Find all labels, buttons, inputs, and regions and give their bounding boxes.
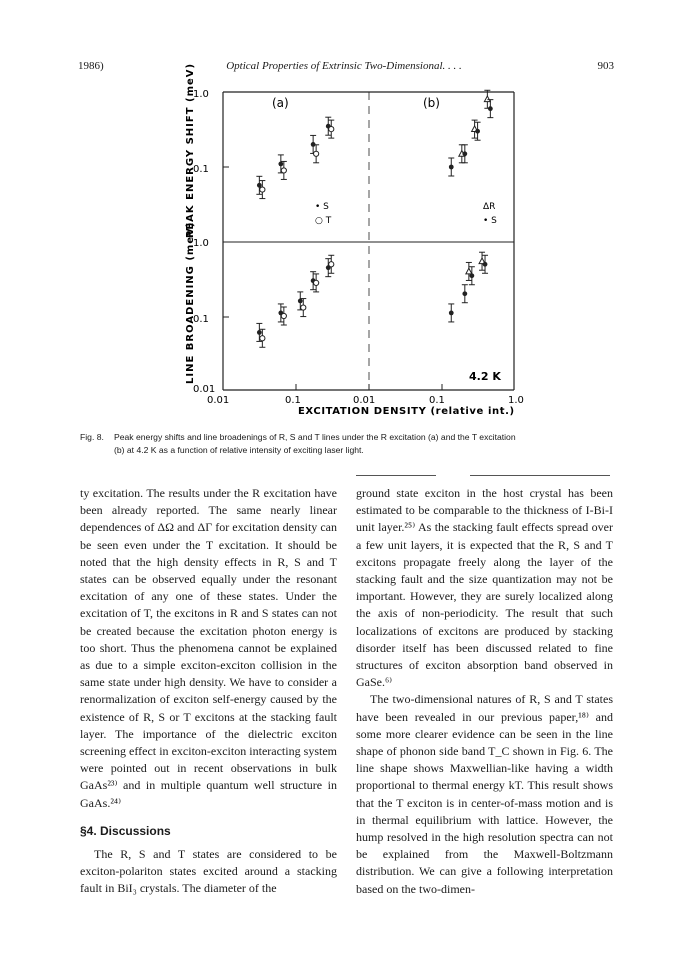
data-point-t	[281, 168, 286, 173]
data-point-s	[488, 106, 493, 111]
y-tick-bottom-1: 1.0	[193, 238, 209, 249]
right-paragraph-1: ground state exciton in the host crystal has been estimated to be comparable to the thickness of I-Bi-I unit layer.²⁵⁾ As the stacking fault effects spread over a few unit layers, it is expected that the R, S and T excitons propagate freely along the layer of the stacking fault and the size quantization may not be important. However, they are surely localized along the axis of non-periodicity. The result that such localizations of excitons are produced by stacking disorder itself has been discussed related to fine structures of exciton absorption band observed in GaSe.⁶⁾	[356, 486, 613, 690]
caption-label: Fig. 8.	[80, 432, 104, 442]
data-marks	[256, 90, 496, 347]
left-column	[80, 485, 337, 898]
page-header-left: 1986)	[78, 60, 104, 72]
data-point-s	[278, 161, 283, 166]
left-paragraph-1: ty excitation. The results under the R excitation have been already reported. The same nearly linear dependences of ΔΩ and ΔΓ for excitation density can be seen even under the T excitation. It should be noted that the high density effects in R, S and T states can be observed equally under the resonant excitation of any one of these states. Under the excitation of T, the excitons in R and S states can not be created because the excitation photon energy is too short. Thus the phenomena cannot be explained as due to a simple exciton-exciton collision in the same state under high density. We have to consider a renormalization of exciton self-energy caused by the existence of R, S or T excitons at the stacking fault layer. The importance of the dielectric exciton screening effect in exciton-exciton interacting system were pointed out in recent observations in bulk GaAs²³⁾ and in multiple quantum well structure in GaAs.²⁴⁾	[80, 486, 337, 810]
data-point-s	[483, 262, 488, 267]
y-tick-bottom-3: 0.01	[193, 384, 216, 395]
data-point-r	[484, 96, 490, 102]
axis-ticks	[223, 92, 514, 390]
figure-caption	[80, 431, 610, 457]
running-title: Optical Properties of Extrinsic Two-Dimensional. . . .	[226, 60, 462, 72]
caption-line-1: Peak energy shifts and line broadenings of R, S and T lines under the R excitation (a) and the T excitation	[114, 432, 516, 442]
x-tick-2: 0.1	[285, 395, 301, 406]
caption-line-2: (b) at 4.2 K as a function of relative intensity of exciting laser light.	[114, 445, 364, 455]
y-tick-bottom-2: 0.1	[193, 314, 209, 325]
data-point-s	[475, 129, 480, 134]
temperature-label: 4.2 K	[469, 370, 501, 383]
plot-frame	[223, 92, 514, 390]
legend-a-t: ○ T	[315, 216, 332, 226]
separator-rule	[356, 475, 436, 476]
data-point-s	[462, 151, 467, 156]
data-point-t	[281, 313, 286, 318]
left-paragraph-2: The R, S and T states are considered to be exciton-polariton states excited around a stacking fault in BiI₃ crystals. The diameter of the	[80, 847, 337, 896]
legend-a-s: • S	[315, 202, 329, 212]
data-point-r	[466, 268, 472, 274]
data-point-s	[298, 298, 303, 303]
data-point-s	[469, 273, 474, 278]
x-tick-5: 1.0	[508, 395, 524, 406]
right-paragraph-2: The two-dimensional natures of R, S and T states have been revealed in our previous paper,¹⁸⁾ and some more clearer evidence can be seen in the line shape of phonon side band T_C shown in Fig. 6. The line shape shows Maxwellian-like having a width proportional to thermal energy kT. This result shows that the T exciton is in center-of-mass motion and is in thermal equilibrium with lattice. However, the hump resolved in the high resolution spectra can not be explained from the Maxwell-Boltzmann distribution. We can give a following interpretation based on the two-dimen-	[356, 692, 613, 896]
data-point-t	[329, 262, 334, 267]
separator-rule	[470, 475, 610, 476]
y-tick-top-1: 1.0	[193, 89, 209, 100]
x-tick-3: 0.01	[353, 395, 376, 406]
data-point-s	[449, 311, 454, 316]
data-point-s	[257, 330, 262, 335]
x-axis-label: EXCITATION DENSITY (relative int.)	[298, 406, 515, 417]
x-tick-4: 0.1	[429, 395, 445, 406]
legend-b-r: ΔR	[483, 202, 496, 212]
data-point-t	[260, 187, 265, 192]
y-axis-label-top: PEAK ENERGY SHIFT (meV)	[185, 62, 196, 238]
panel-label-b: (b)	[423, 96, 440, 110]
data-point-s	[449, 165, 454, 170]
data-point-t	[329, 127, 334, 132]
data-point-t	[314, 280, 319, 285]
y-axis-label-bottom: LINE BROADENING (meV)	[185, 221, 196, 384]
data-point-s	[462, 291, 467, 296]
data-point-t	[314, 151, 319, 156]
legend-b-s: • S	[483, 216, 497, 226]
y-tick-top-2: 0.1	[193, 164, 209, 175]
figure-8	[0, 0, 688, 430]
section-heading: §4. Discussions	[80, 823, 171, 838]
data-point-t	[301, 305, 306, 310]
x-tick-1: 0.01	[207, 395, 230, 406]
panel-label-a: (a)	[272, 96, 289, 110]
right-column	[356, 485, 613, 898]
page-number: 903	[597, 60, 614, 72]
data-point-t	[260, 336, 265, 341]
